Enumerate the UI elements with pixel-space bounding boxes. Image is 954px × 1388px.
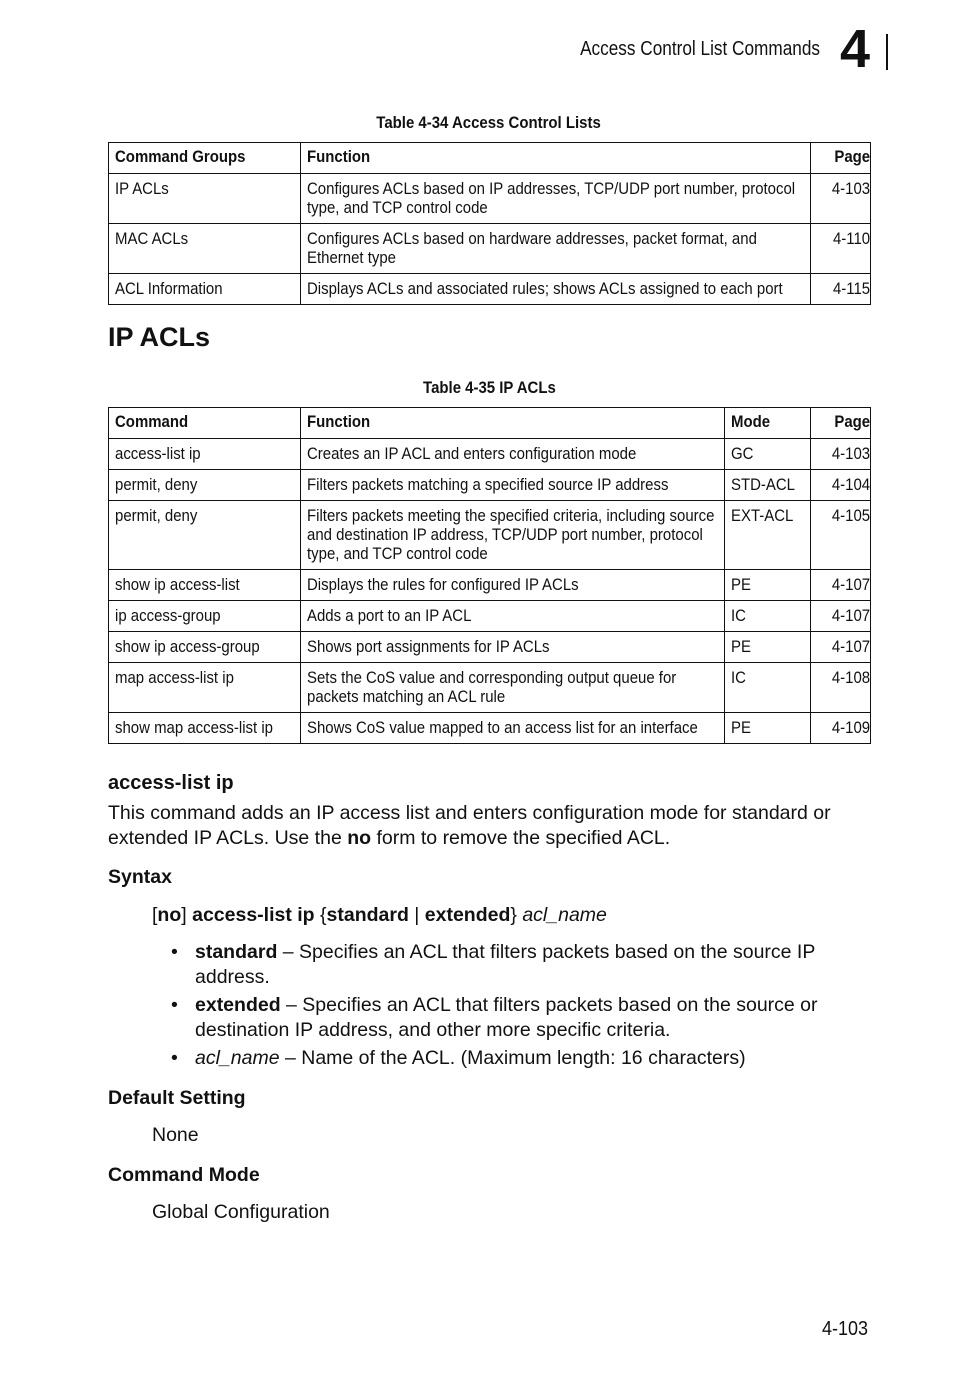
table-row xyxy=(109,174,871,224)
table-row xyxy=(109,663,871,713)
table-cell: IC xyxy=(725,663,811,713)
table-caption: Table 4-34 Access Control Lists xyxy=(376,113,602,132)
default-setting-heading: Default Setting xyxy=(108,1087,246,1109)
table-cell: 4-103 xyxy=(811,174,871,224)
list-item: • extended – Specifies an ACL that filters packets based on the source or destination IP address, and other more specific criteria. xyxy=(171,994,818,1041)
table-cell: PE xyxy=(725,632,811,663)
list-item: • standard – Specifies an ACL that filters packets based on the source IP address. xyxy=(171,941,816,988)
table-cell: PE xyxy=(725,713,811,744)
table-cell: Displays the rules for configured IP ACLs xyxy=(301,570,725,601)
table-cell: Configures ACLs based on hardware addresses, packet format, and Ethernet type xyxy=(301,224,811,274)
table-cell: 4-108 xyxy=(811,663,871,713)
syntax-heading: Syntax xyxy=(108,866,172,888)
syntax-options-list xyxy=(152,940,872,1074)
column-header: Command xyxy=(109,408,301,439)
table-row xyxy=(109,570,871,601)
table-row xyxy=(109,274,871,305)
table-row xyxy=(109,501,871,570)
bullet-icon: • xyxy=(171,994,178,1016)
bullet-icon: • xyxy=(171,941,178,963)
table-cell: GC xyxy=(725,439,811,470)
table-cell: Filters packets matching a specified source IP address xyxy=(301,470,725,501)
table-cell: Sets the CoS value and corresponding output queue for packets matching an ACL rule xyxy=(301,663,725,713)
table-cell: show map access-list ip xyxy=(109,713,301,744)
command-mode-value: Global Configuration xyxy=(152,1201,330,1223)
table-row xyxy=(109,470,871,501)
ip-acls-table xyxy=(108,407,871,744)
chapter-number: 4 xyxy=(840,19,871,79)
table-row xyxy=(109,601,871,632)
column-header: Command Groups xyxy=(109,143,301,174)
syntax-line: [no] access-list ip {standard | extended} acl_name xyxy=(152,904,607,926)
table-row xyxy=(109,713,871,744)
table-cell: ip access-group xyxy=(109,601,301,632)
running-header: Access Control List Commands xyxy=(580,38,820,60)
column-header: Page xyxy=(811,143,871,174)
section-title: IP ACLs xyxy=(108,322,211,352)
table-cell: EXT-ACL xyxy=(725,501,811,570)
table-cell: 4-109 xyxy=(811,713,871,744)
list-item: • acl_name – Name of the ACL. (Maximum length: 16 characters) xyxy=(171,1047,746,1069)
table-cell: IC xyxy=(725,601,811,632)
table-cell: IP ACLs xyxy=(109,174,301,224)
table-cell: 4-104 xyxy=(811,470,871,501)
table-cell: access-list ip xyxy=(109,439,301,470)
command-mode-heading: Command Mode xyxy=(108,1164,260,1186)
table-header-row xyxy=(109,408,871,439)
table-cell: permit, deny xyxy=(109,470,301,501)
table-cell: ACL Information xyxy=(109,274,301,305)
table-cell: MAC ACLs xyxy=(109,224,301,274)
table-caption: Table 4-35 IP ACLs xyxy=(422,378,556,397)
table-row xyxy=(109,224,871,274)
table-cell: permit, deny xyxy=(109,501,301,570)
command-description: This command adds an IP access list and enters configuration mode for standard or extended IP ACLs. Use the no form to remove the specified ACL. xyxy=(108,802,831,849)
table-cell: 4-110 xyxy=(811,224,871,274)
table-row xyxy=(109,632,871,663)
table-cell: Configures ACLs based on IP addresses, TCP/UDP port number, protocol type, and TCP control code xyxy=(301,174,811,224)
table-header-row xyxy=(109,143,871,174)
table-cell: 4-107 xyxy=(811,632,871,663)
table-cell: Creates an IP ACL and enters configuration mode xyxy=(301,439,725,470)
page-number: 4-103 xyxy=(821,1318,868,1340)
table-cell: Adds a port to an IP ACL xyxy=(301,601,725,632)
table-cell: 4-107 xyxy=(811,570,871,601)
table-cell: Shows CoS value mapped to an access list for an interface xyxy=(301,713,725,744)
column-header: Page xyxy=(811,408,871,439)
table-cell: 4-107 xyxy=(811,601,871,632)
table-cell: STD-ACL xyxy=(725,470,811,501)
chapter-divider xyxy=(886,34,888,70)
bullet-icon: • xyxy=(171,1047,178,1069)
table-cell: show ip access-group xyxy=(109,632,301,663)
table-cell: Shows port assignments for IP ACLs xyxy=(301,632,725,663)
column-header: Mode xyxy=(725,408,811,439)
table-cell: map access-list ip xyxy=(109,663,301,713)
table-cell: Displays ACLs and associated rules; shows ACLs assigned to each port xyxy=(301,274,811,305)
table-cell: show ip access-list xyxy=(109,570,301,601)
table-cell: 4-103 xyxy=(811,439,871,470)
column-header: Function xyxy=(301,408,725,439)
table-row xyxy=(109,439,871,470)
default-setting-value: None xyxy=(152,1124,199,1146)
access-control-lists-table xyxy=(108,142,871,305)
table-cell: 4-115 xyxy=(811,274,871,305)
column-header: Function xyxy=(301,143,811,174)
table-cell: 4-105 xyxy=(811,501,871,570)
table-cell: Filters packets meeting the specified criteria, including source and destination IP address, TCP/UDP port number, protocol type, and TCP control code xyxy=(301,501,725,570)
table-cell: PE xyxy=(725,570,811,601)
command-title: access-list ip xyxy=(108,772,234,794)
